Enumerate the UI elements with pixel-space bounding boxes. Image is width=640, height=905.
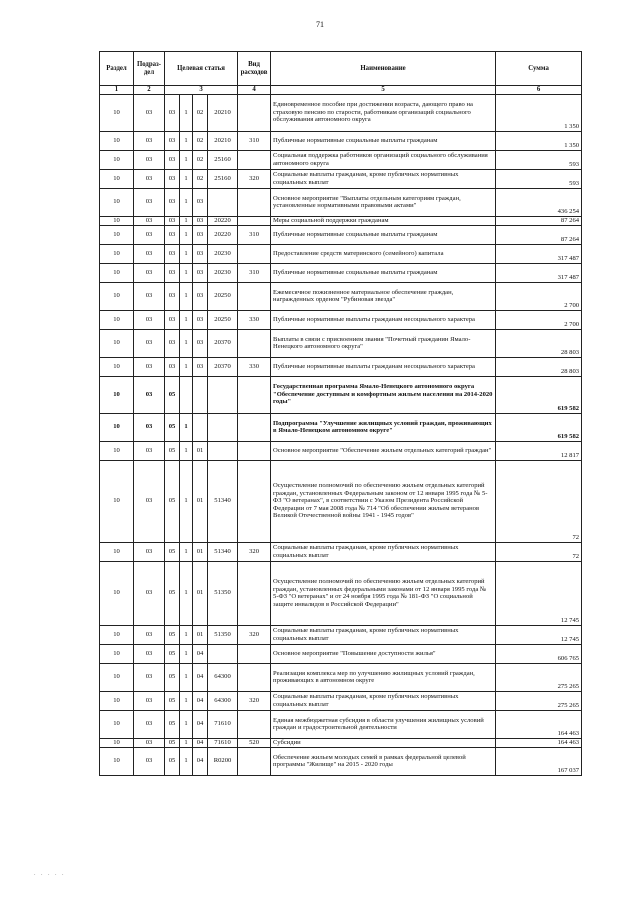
cell-r: 10 bbox=[100, 710, 134, 738]
cell-c1: 03 bbox=[165, 94, 180, 131]
cell-p: 03 bbox=[134, 747, 165, 775]
table-row bbox=[100, 169, 582, 188]
cell-c3: 01 bbox=[193, 542, 208, 561]
header-razdel: Раздел bbox=[100, 52, 134, 86]
cell-n: Обеспечение жильем молодых семей в рамках федеральной целевой программы "Жилище" на 2015 - 2020 годы bbox=[271, 747, 496, 775]
table-row bbox=[100, 150, 582, 169]
cell-s: 2 700 bbox=[496, 282, 582, 310]
cell-c2: 1 bbox=[180, 625, 193, 644]
cell-v: 320 bbox=[238, 169, 271, 188]
cell-v: 310 bbox=[238, 131, 271, 150]
cell-n: Субсидии bbox=[271, 738, 496, 747]
cell-r: 10 bbox=[100, 216, 134, 225]
cell-c3: 03 bbox=[193, 216, 208, 225]
cell-c1: 05 bbox=[165, 738, 180, 747]
cell-p: 03 bbox=[134, 263, 165, 282]
cell-v bbox=[238, 710, 271, 738]
cell-c3: 02 bbox=[193, 150, 208, 169]
cell-n: Социальные выплаты гражданам, кроме публичных нормативных социальных выплат bbox=[271, 625, 496, 644]
cell-v bbox=[238, 644, 271, 663]
cell-r: 10 bbox=[100, 663, 134, 691]
cell-v bbox=[238, 663, 271, 691]
cell-v bbox=[238, 94, 271, 131]
cell-n: Осуществление полномочий по обеспечению жильем отдельных категорий граждан, установленных Федеральным законом от 12 января 1995 года № 5-ФЗ "О ветеранах", в соответствии с Указом Президента Российской Федерации от 7 мая 2008 года № 714 "Об обеспечении жильем ветеранов Великой Отечественной войны 1941 - 1945 годов" bbox=[271, 460, 496, 542]
cell-r: 10 bbox=[100, 738, 134, 747]
cell-c1: 03 bbox=[165, 225, 180, 244]
cell-v: 310 bbox=[238, 225, 271, 244]
cell-c4 bbox=[208, 644, 238, 663]
table-row bbox=[100, 625, 582, 644]
cell-c2: 1 bbox=[180, 150, 193, 169]
table-row bbox=[100, 131, 582, 150]
cell-p: 03 bbox=[134, 329, 165, 357]
cell-c3: 02 bbox=[193, 131, 208, 150]
cell-p: 03 bbox=[134, 94, 165, 131]
cell-r: 10 bbox=[100, 188, 134, 216]
cell-c2: 1 bbox=[180, 310, 193, 329]
header-number: 4 bbox=[238, 86, 271, 95]
cell-s: 619 582 bbox=[496, 376, 582, 413]
cell-v bbox=[238, 460, 271, 542]
cell-c1: 05 bbox=[165, 561, 180, 625]
cell-p: 03 bbox=[134, 310, 165, 329]
cell-c1: 05 bbox=[165, 413, 180, 441]
cell-c3: 01 bbox=[193, 625, 208, 644]
cell-p: 03 bbox=[134, 644, 165, 663]
cell-s: 167 037 bbox=[496, 747, 582, 775]
header-number: 5 bbox=[271, 86, 496, 95]
cell-s: 87 264 bbox=[496, 225, 582, 244]
table-row bbox=[100, 561, 582, 625]
cell-p: 03 bbox=[134, 376, 165, 413]
cell-n: Выплаты в связи с присвоением звания "Почетный гражданин Ямало-Ненецкого автономного округа" bbox=[271, 329, 496, 357]
cell-c1: 05 bbox=[165, 441, 180, 460]
table-row bbox=[100, 413, 582, 441]
table-row bbox=[100, 542, 582, 561]
cell-s: 436 254 bbox=[496, 188, 582, 216]
cell-s: 275 265 bbox=[496, 691, 582, 710]
table-row bbox=[100, 738, 582, 747]
cell-n: Единовременное пособие при достижении возраста, дающего право на страховую пенсию по старости, работникам организаций социального обслуживания автономного округа bbox=[271, 94, 496, 131]
cell-c3: 03 bbox=[193, 329, 208, 357]
cell-r: 10 bbox=[100, 413, 134, 441]
cell-r: 10 bbox=[100, 282, 134, 310]
cell-n: Социальные выплаты гражданам, кроме публичных нормативных социальных выплат bbox=[271, 169, 496, 188]
cell-c3: 03 bbox=[193, 282, 208, 310]
cell-r: 10 bbox=[100, 131, 134, 150]
cell-r: 10 bbox=[100, 310, 134, 329]
cell-p: 03 bbox=[134, 625, 165, 644]
cell-c4: 20220 bbox=[208, 225, 238, 244]
cell-v: 320 bbox=[238, 542, 271, 561]
cell-c3: 04 bbox=[193, 691, 208, 710]
cell-c2: 1 bbox=[180, 663, 193, 691]
cell-s: 12 745 bbox=[496, 625, 582, 644]
page-number: 71 bbox=[316, 20, 324, 29]
cell-r: 10 bbox=[100, 263, 134, 282]
cell-c4: 25160 bbox=[208, 169, 238, 188]
cell-v bbox=[238, 282, 271, 310]
cell-v: 520 bbox=[238, 738, 271, 747]
cell-r: 10 bbox=[100, 644, 134, 663]
header-podrazdel: Подраз-дел bbox=[134, 52, 165, 86]
cell-c1: 03 bbox=[165, 282, 180, 310]
cell-s: 606 765 bbox=[496, 644, 582, 663]
cell-c4: 64300 bbox=[208, 663, 238, 691]
cell-n: Осуществление полномочий по обеспечению жильем отдельных категорий граждан, установленных федеральными законами от 12 января 1995 года № 5-ФЗ "О ветеранах" и от 24 ноября 1995 года № 181-ФЗ "О социальной защите инвалидов в Российской Федерации" bbox=[271, 561, 496, 625]
header-celevaya: Целевая статья bbox=[165, 52, 238, 86]
cell-r: 10 bbox=[100, 244, 134, 263]
cell-c2: 1 bbox=[180, 691, 193, 710]
cell-v bbox=[238, 747, 271, 775]
cell-c4: 51340 bbox=[208, 542, 238, 561]
header-summa: Сумма bbox=[496, 52, 582, 86]
header-number: 1 bbox=[100, 86, 134, 95]
cell-p: 03 bbox=[134, 216, 165, 225]
cell-r: 10 bbox=[100, 625, 134, 644]
cell-p: 03 bbox=[134, 188, 165, 216]
cell-c4: 20210 bbox=[208, 94, 238, 131]
cell-v bbox=[238, 150, 271, 169]
table-row bbox=[100, 310, 582, 329]
cell-c2: 1 bbox=[180, 710, 193, 738]
cell-s: 72 bbox=[496, 542, 582, 561]
table-row bbox=[100, 244, 582, 263]
table-row bbox=[100, 188, 582, 216]
cell-c1: 03 bbox=[165, 169, 180, 188]
budget-table bbox=[99, 51, 582, 776]
cell-r: 10 bbox=[100, 542, 134, 561]
cell-n: Меры социальной поддержки гражданам bbox=[271, 216, 496, 225]
cell-c2: 1 bbox=[180, 131, 193, 150]
cell-c3: 03 bbox=[193, 310, 208, 329]
cell-v: 310 bbox=[238, 263, 271, 282]
cell-n: Социальные выплаты гражданам, кроме публичных нормативных социальных выплат bbox=[271, 542, 496, 561]
cell-n: Публичные нормативные социальные выплаты гражданам bbox=[271, 131, 496, 150]
cell-s: 317 487 bbox=[496, 263, 582, 282]
cell-c1: 03 bbox=[165, 216, 180, 225]
cell-r: 10 bbox=[100, 329, 134, 357]
cell-n: Социальная поддержка работников организаций социального обслуживания автономного округа bbox=[271, 150, 496, 169]
cell-c4: 51340 bbox=[208, 460, 238, 542]
cell-c2: 1 bbox=[180, 357, 193, 376]
cell-p: 03 bbox=[134, 561, 165, 625]
cell-n: Ежемесячное пожизненное материальное обеспечение граждан, награжденных орденом "Рубиновая звезда" bbox=[271, 282, 496, 310]
cell-p: 03 bbox=[134, 357, 165, 376]
cell-v: 330 bbox=[238, 310, 271, 329]
cell-s: 317 487 bbox=[496, 244, 582, 263]
cell-c3: 01 bbox=[193, 460, 208, 542]
cell-c1: 05 bbox=[165, 460, 180, 542]
cell-c2: 1 bbox=[180, 561, 193, 625]
cell-c1: 03 bbox=[165, 329, 180, 357]
table-row bbox=[100, 94, 582, 131]
table-row bbox=[100, 357, 582, 376]
cell-c4: 71610 bbox=[208, 738, 238, 747]
cell-c4: 20230 bbox=[208, 263, 238, 282]
cell-c4: 20250 bbox=[208, 282, 238, 310]
cell-v bbox=[238, 376, 271, 413]
cell-v bbox=[238, 244, 271, 263]
cell-n: Основное мероприятие "Обеспечение жильем отдельных категорий граждан" bbox=[271, 441, 496, 460]
cell-c2: 1 bbox=[180, 413, 193, 441]
cell-c1: 03 bbox=[165, 188, 180, 216]
cell-r: 10 bbox=[100, 225, 134, 244]
table-row bbox=[100, 216, 582, 225]
cell-c3: 04 bbox=[193, 663, 208, 691]
header-row bbox=[100, 52, 582, 86]
cell-s: 619 582 bbox=[496, 413, 582, 441]
table-row bbox=[100, 644, 582, 663]
cell-c3: 04 bbox=[193, 710, 208, 738]
cell-c3: 03 bbox=[193, 263, 208, 282]
cell-p: 03 bbox=[134, 282, 165, 310]
header-number-row bbox=[100, 86, 582, 95]
cell-n: Публичные нормативные социальные выплаты гражданам bbox=[271, 225, 496, 244]
table-row bbox=[100, 460, 582, 542]
cell-c2: 1 bbox=[180, 747, 193, 775]
cell-c2: 1 bbox=[180, 216, 193, 225]
cell-c2: 1 bbox=[180, 94, 193, 131]
cell-r: 10 bbox=[100, 357, 134, 376]
cell-c4: R0200 bbox=[208, 747, 238, 775]
cell-c3: 03 bbox=[193, 225, 208, 244]
cell-s: 593 bbox=[496, 150, 582, 169]
header-vid: Вид расходов bbox=[238, 52, 271, 86]
cell-c4 bbox=[208, 413, 238, 441]
cell-s: 12 817 bbox=[496, 441, 582, 460]
cell-v bbox=[238, 216, 271, 225]
cell-n: Государственная программа Ямало-Ненецкого автономного округа "Обеспечение доступным и комфортным жильем населения на 2014-2020 годы" bbox=[271, 376, 496, 413]
cell-p: 03 bbox=[134, 244, 165, 263]
cell-p: 03 bbox=[134, 738, 165, 747]
cell-c3 bbox=[193, 413, 208, 441]
cell-p: 03 bbox=[134, 663, 165, 691]
cell-n: Подпрограмма "Улучшение жилищных условий граждан, проживающих в Ямало-Ненецком автономном округе" bbox=[271, 413, 496, 441]
cell-v: 320 bbox=[238, 691, 271, 710]
cell-s: 164 463 bbox=[496, 738, 582, 747]
cell-c4: 20250 bbox=[208, 310, 238, 329]
table-row bbox=[100, 329, 582, 357]
cell-v bbox=[238, 441, 271, 460]
cell-c3 bbox=[193, 376, 208, 413]
table-row bbox=[100, 663, 582, 691]
cell-c3: 01 bbox=[193, 561, 208, 625]
cell-c4: 20230 bbox=[208, 244, 238, 263]
cell-v bbox=[238, 561, 271, 625]
cell-c1: 03 bbox=[165, 244, 180, 263]
cell-n: Основное мероприятие "Повышение доступности жилья" bbox=[271, 644, 496, 663]
cell-c4: 64300 bbox=[208, 691, 238, 710]
header-number: 3 bbox=[165, 86, 238, 95]
cell-c3: 03 bbox=[193, 244, 208, 263]
cell-c1: 05 bbox=[165, 644, 180, 663]
table-row bbox=[100, 263, 582, 282]
cell-r: 10 bbox=[100, 691, 134, 710]
header-number: 2 bbox=[134, 86, 165, 95]
cell-v: 320 bbox=[238, 625, 271, 644]
cell-c4: 51350 bbox=[208, 561, 238, 625]
cell-r: 10 bbox=[100, 94, 134, 131]
cell-n: Публичные нормативные социальные выплаты гражданам bbox=[271, 263, 496, 282]
cell-c2: 1 bbox=[180, 263, 193, 282]
cell-c4 bbox=[208, 441, 238, 460]
cell-c1: 03 bbox=[165, 357, 180, 376]
cell-s: 275 265 bbox=[496, 663, 582, 691]
cell-c2: 1 bbox=[180, 225, 193, 244]
cell-c1: 03 bbox=[165, 150, 180, 169]
cell-c2: 1 bbox=[180, 329, 193, 357]
cell-c1: 05 bbox=[165, 376, 180, 413]
cell-p: 03 bbox=[134, 225, 165, 244]
cell-s: 2 700 bbox=[496, 310, 582, 329]
header-naim: Наименование bbox=[271, 52, 496, 86]
cell-c1: 05 bbox=[165, 542, 180, 561]
cell-p: 03 bbox=[134, 169, 165, 188]
cell-r: 10 bbox=[100, 150, 134, 169]
table-row bbox=[100, 441, 582, 460]
cell-c2: 1 bbox=[180, 441, 193, 460]
cell-c2: 1 bbox=[180, 244, 193, 263]
cell-s: 72 bbox=[496, 460, 582, 542]
cell-p: 03 bbox=[134, 131, 165, 150]
cell-n: Реализация комплекса мер по улучшению жилищных условий граждан, проживающих в автономном округе bbox=[271, 663, 496, 691]
cell-n: Единая межбюджетная субсидия в области улучшения жилищных условий граждан и градостроительной деятельности bbox=[271, 710, 496, 738]
cell-v bbox=[238, 329, 271, 357]
cell-c1: 05 bbox=[165, 625, 180, 644]
cell-c3: 03 bbox=[193, 188, 208, 216]
cell-n: Основное мероприятие "Выплаты отдельным категориям граждан, установленные нормативными правовыми актами" bbox=[271, 188, 496, 216]
cell-c2: 1 bbox=[180, 188, 193, 216]
cell-s: 164 463 bbox=[496, 710, 582, 738]
cell-r: 10 bbox=[100, 169, 134, 188]
cell-c1: 03 bbox=[165, 310, 180, 329]
cell-c2: 1 bbox=[180, 542, 193, 561]
cell-n: Публичные нормативные выплаты гражданам несоциального характера bbox=[271, 310, 496, 329]
cell-p: 03 bbox=[134, 413, 165, 441]
cell-p: 03 bbox=[134, 710, 165, 738]
cell-c4 bbox=[208, 188, 238, 216]
cell-c3: 03 bbox=[193, 357, 208, 376]
cell-s: 593 bbox=[496, 169, 582, 188]
cell-r: 10 bbox=[100, 747, 134, 775]
scan-mark: . . . . . bbox=[34, 871, 66, 877]
cell-c2: 1 bbox=[180, 738, 193, 747]
cell-c4: 20220 bbox=[208, 216, 238, 225]
cell-p: 03 bbox=[134, 460, 165, 542]
cell-p: 03 bbox=[134, 441, 165, 460]
cell-r: 10 bbox=[100, 441, 134, 460]
table-row bbox=[100, 376, 582, 413]
table-row bbox=[100, 691, 582, 710]
table-row bbox=[100, 747, 582, 775]
cell-c4: 71610 bbox=[208, 710, 238, 738]
cell-c1: 05 bbox=[165, 691, 180, 710]
cell-n: Социальные выплаты гражданам, кроме публичных нормативных социальных выплат bbox=[271, 691, 496, 710]
cell-p: 03 bbox=[134, 691, 165, 710]
cell-c1: 03 bbox=[165, 131, 180, 150]
cell-s: 1 350 bbox=[496, 131, 582, 150]
cell-n: Публичные нормативные выплаты гражданам несоциального характера bbox=[271, 357, 496, 376]
cell-c4: 25160 bbox=[208, 150, 238, 169]
cell-c1: 05 bbox=[165, 710, 180, 738]
cell-c3: 04 bbox=[193, 747, 208, 775]
cell-c3: 02 bbox=[193, 169, 208, 188]
cell-c2: 1 bbox=[180, 282, 193, 310]
cell-c1: 03 bbox=[165, 263, 180, 282]
cell-s: 12 745 bbox=[496, 561, 582, 625]
cell-s: 87 264 bbox=[496, 216, 582, 225]
cell-p: 03 bbox=[134, 150, 165, 169]
cell-c3: 01 bbox=[193, 441, 208, 460]
cell-c4 bbox=[208, 376, 238, 413]
cell-c1: 05 bbox=[165, 663, 180, 691]
cell-r: 10 bbox=[100, 460, 134, 542]
cell-v bbox=[238, 413, 271, 441]
header-number: 6 bbox=[496, 86, 582, 95]
cell-c4: 51350 bbox=[208, 625, 238, 644]
cell-c2 bbox=[180, 376, 193, 413]
cell-r: 10 bbox=[100, 376, 134, 413]
table-row bbox=[100, 225, 582, 244]
cell-c2: 1 bbox=[180, 460, 193, 542]
cell-s: 28 803 bbox=[496, 329, 582, 357]
cell-v bbox=[238, 188, 271, 216]
cell-n: Предоставление средств материнского (семейного) капитала bbox=[271, 244, 496, 263]
cell-c2: 1 bbox=[180, 644, 193, 663]
cell-c3: 04 bbox=[193, 644, 208, 663]
cell-c3: 04 bbox=[193, 738, 208, 747]
table-row bbox=[100, 282, 582, 310]
cell-c4: 20210 bbox=[208, 131, 238, 150]
cell-c2: 1 bbox=[180, 169, 193, 188]
cell-p: 03 bbox=[134, 542, 165, 561]
cell-c3: 02 bbox=[193, 94, 208, 131]
cell-v: 330 bbox=[238, 357, 271, 376]
cell-s: 28 803 bbox=[496, 357, 582, 376]
cell-c4: 20370 bbox=[208, 329, 238, 357]
cell-r: 10 bbox=[100, 561, 134, 625]
cell-s: 1 350 bbox=[496, 94, 582, 131]
table-row bbox=[100, 710, 582, 738]
cell-c4: 20370 bbox=[208, 357, 238, 376]
cell-c1: 05 bbox=[165, 747, 180, 775]
